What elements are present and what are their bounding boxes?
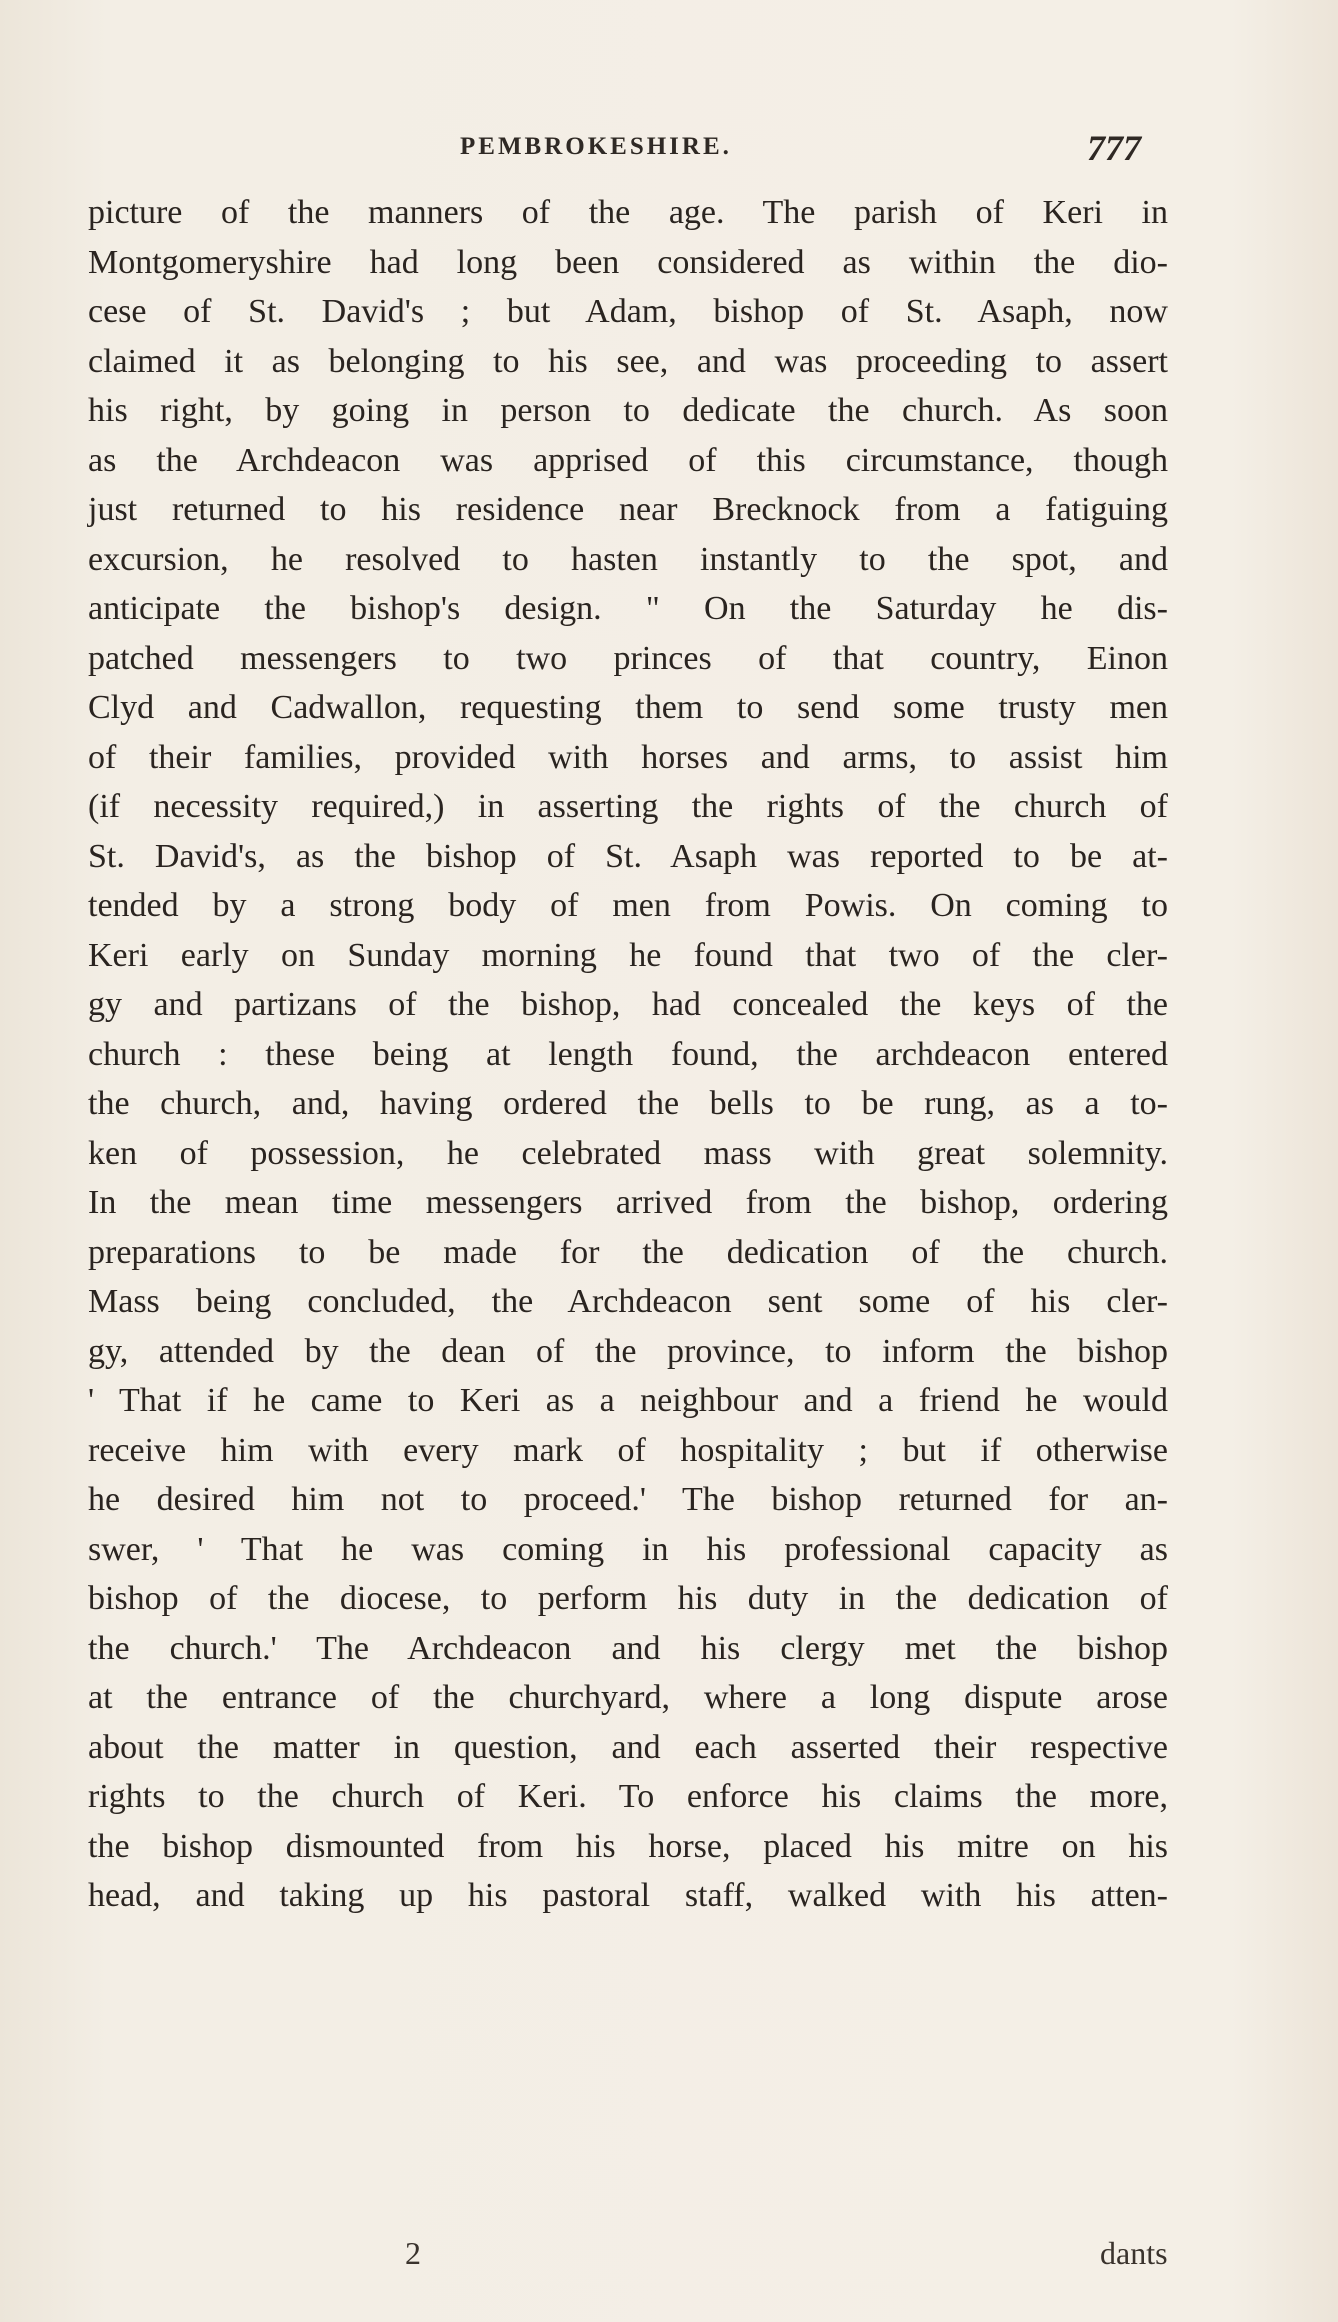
text-line: head, and taking up his pastoral staff, walked with his atten- (88, 1877, 1168, 1914)
text-line: of their families, provided with horses and arms, to assist him (88, 738, 1168, 776)
text-line: Montgomeryshire had long been considered as within the dio- (88, 243, 1168, 281)
text-line: In the mean time messengers arrived from the bishop, ordering (88, 1184, 1168, 1221)
text-line: as the Archdeacon was apprised of this circumstance, though (88, 441, 1168, 479)
text-line: rights to the church of Keri. To enforce his claims the more, (88, 1778, 1168, 1815)
text-line: his right, by going in person to dedicate the church. As soon (88, 392, 1168, 429)
text-line: gy and partizans of the bishop, had concealed the keys of the (88, 986, 1168, 1023)
text-line: Clyd and Cadwallon, requesting them to send some trusty men (88, 689, 1168, 726)
running-head (0, 128, 1338, 173)
text-line: patched messengers to two princes of that country, Einon (88, 639, 1168, 677)
text-line: gy, attended by the dean of the province, to inform the bishop (88, 1332, 1168, 1370)
text-line: preparations to be made for the dedication of the church. (88, 1233, 1168, 1271)
page-number: 777 (1087, 128, 1141, 168)
text-line: the church.' The Archdeacon and his clergy met the bishop (88, 1629, 1168, 1667)
text-line: picture of the manners of the age. The parish of Keri in (88, 194, 1168, 231)
text-line: Mass being concluded, the Archdeacon sent some of his cler- (88, 1283, 1168, 1320)
text-line: (if necessity required,) in asserting the rights of the church of (88, 788, 1168, 825)
running-head-title: PEMBROKESHIRE. (460, 133, 732, 160)
text-line: tended by a strong body of men from Powis. On coming to (88, 887, 1168, 924)
catchword: dants (1100, 2235, 1168, 2271)
text-line: swer, ' That he was coming in his professional capacity as (88, 1530, 1168, 1568)
text-line: church : these being at length found, the archdeacon entered (88, 1035, 1168, 1073)
text-line: receive him with every mark of hospitality ; but if otherwise (88, 1431, 1168, 1469)
text-line: the church, and, having ordered the bells to be rung, as a to- (88, 1085, 1168, 1122)
text-line: anticipate the bishop's design. " On the Saturday he dis- (88, 590, 1168, 627)
text-line: ken of possession, he celebrated mass with great solemnity. (88, 1134, 1168, 1172)
text-line: at the entrance of the churchyard, where a long dispute arose (88, 1679, 1168, 1716)
text-line: St. David's, as the bishop of St. Asaph was reported to be at- (88, 837, 1168, 875)
text-line: Keri early on Sunday morning he found that two of the cler- (88, 936, 1168, 974)
text-line: the bishop dismounted from his horse, placed his mitre on his (88, 1827, 1168, 1865)
text-line: ' That if he came to Keri as a neighbour and a friend he would (88, 1382, 1168, 1419)
text-line: he desired him not to proceed.' The bishop returned for an- (88, 1481, 1168, 1518)
text-line: cese of St. David's ; but Adam, bishop of St. Asaph, now (88, 293, 1168, 330)
text-line: just returned to his residence near Brecknock from a fatiguing (88, 491, 1168, 528)
signature-mark: 2 (405, 2235, 421, 2271)
page-footer (0, 2235, 1338, 2285)
body-text (88, 188, 1168, 1921)
text-line: excursion, he resolved to hasten instantly to the spot, and (88, 540, 1168, 578)
text-line: about the matter in question, and each asserted their respective (88, 1728, 1168, 1766)
text-line: bishop of the diocese, to perform his duty in the dedication of (88, 1580, 1168, 1617)
text-line: claimed it as belonging to his see, and was proceeding to assert (88, 342, 1168, 380)
